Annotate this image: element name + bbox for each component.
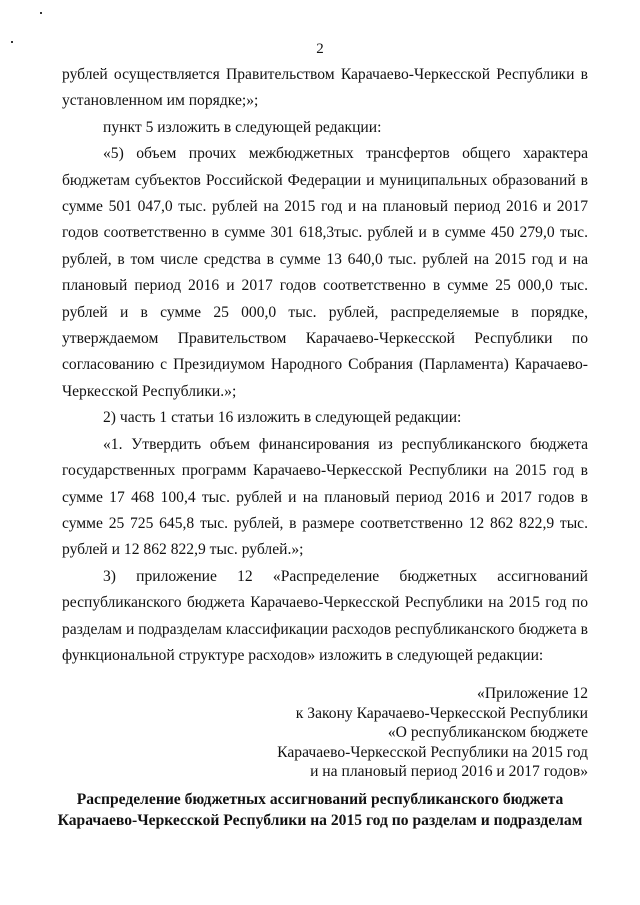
table-title-line: Распределение бюджетных ассигнований республиканского бюджета: [76, 791, 564, 808]
paragraph: рублей осуществляется Правительством Карачаево-Черкесской Республики в установленном им порядке;»;: [62, 66, 588, 110]
appendix-line: к Закону Карачаево-Черкесской Республики: [295, 704, 588, 722]
table-title: [40, 789, 600, 831]
page-number: 2: [316, 41, 324, 57]
paragraph: пункт 5 изложить в следующей редакции:: [103, 118, 382, 136]
appendix-line: «О республиканском бюджете: [387, 724, 588, 742]
paragraph: «5) объем прочих межбюджетных трансфертов общего характера бюджетам субъектов Российской Федерации и муниципальных образований в сумме 501 047,0 тыс. рублей на 2015 год и на плановый период 2016 и 2017 годов соответственно в сумме 301 618,3тыс. рублей и в сумме 450 279,0 тыс. рублей, в том числе средства в сумме 13 640,0 тыс. рублей на 2015 год и на плановый период 2016 и 2017 годов соответственно в сумме 25 000,0 тыс. рублей и в сумме 25 000,0 тыс. рублей, распределяемые в порядке, утверждаемом Правительством Карачаево-Черкесской Республики по согласованию с Президиумом Народного Собрания (Парламента) Карачаево-Черкесской Республики.»;: [62, 145, 588, 400]
appendix-line: Карачаево-Черкесской Республики на 2015 год: [277, 743, 588, 761]
paragraph: «1. Утвердить объем финансирования из республиканского бюджета государственных программ Карачаево-Черкесской Республики на 2015 год в сумме 17 468 100,4 тыс. рублей и на плановый период 2016 и 2017 годов в сумме 25 725 645,8 тыс. рублей, в размере соответственно 12 862 822,9 тыс. рублей и 12 862 822,9 тыс. рублей.»;: [62, 435, 588, 559]
appendix-line: «Приложение 12: [477, 685, 588, 702]
paragraph: 2) часть 1 статьи 16 изложить в следующей редакции:: [103, 409, 462, 427]
appendix-header: [270, 684, 588, 782]
table-title-line: Карачаево-Черкесской Республики на 2015 год по разделам и подразделам: [57, 812, 583, 829]
appendix-line: и на плановый период 2016 и 2017 годов»: [310, 763, 588, 781]
document-body: [62, 62, 588, 669]
paragraph: 3) приложение 12 «Распределение бюджетных ассигнований республиканского бюджета Карачаево-Черкесской Республики на 2015 год по разделам и подразделам классификации расходов республиканского бюджета в функциональной структуре расходов» изложить в следующей редакции:: [62, 567, 588, 664]
scan-speck: [40, 12, 42, 14]
